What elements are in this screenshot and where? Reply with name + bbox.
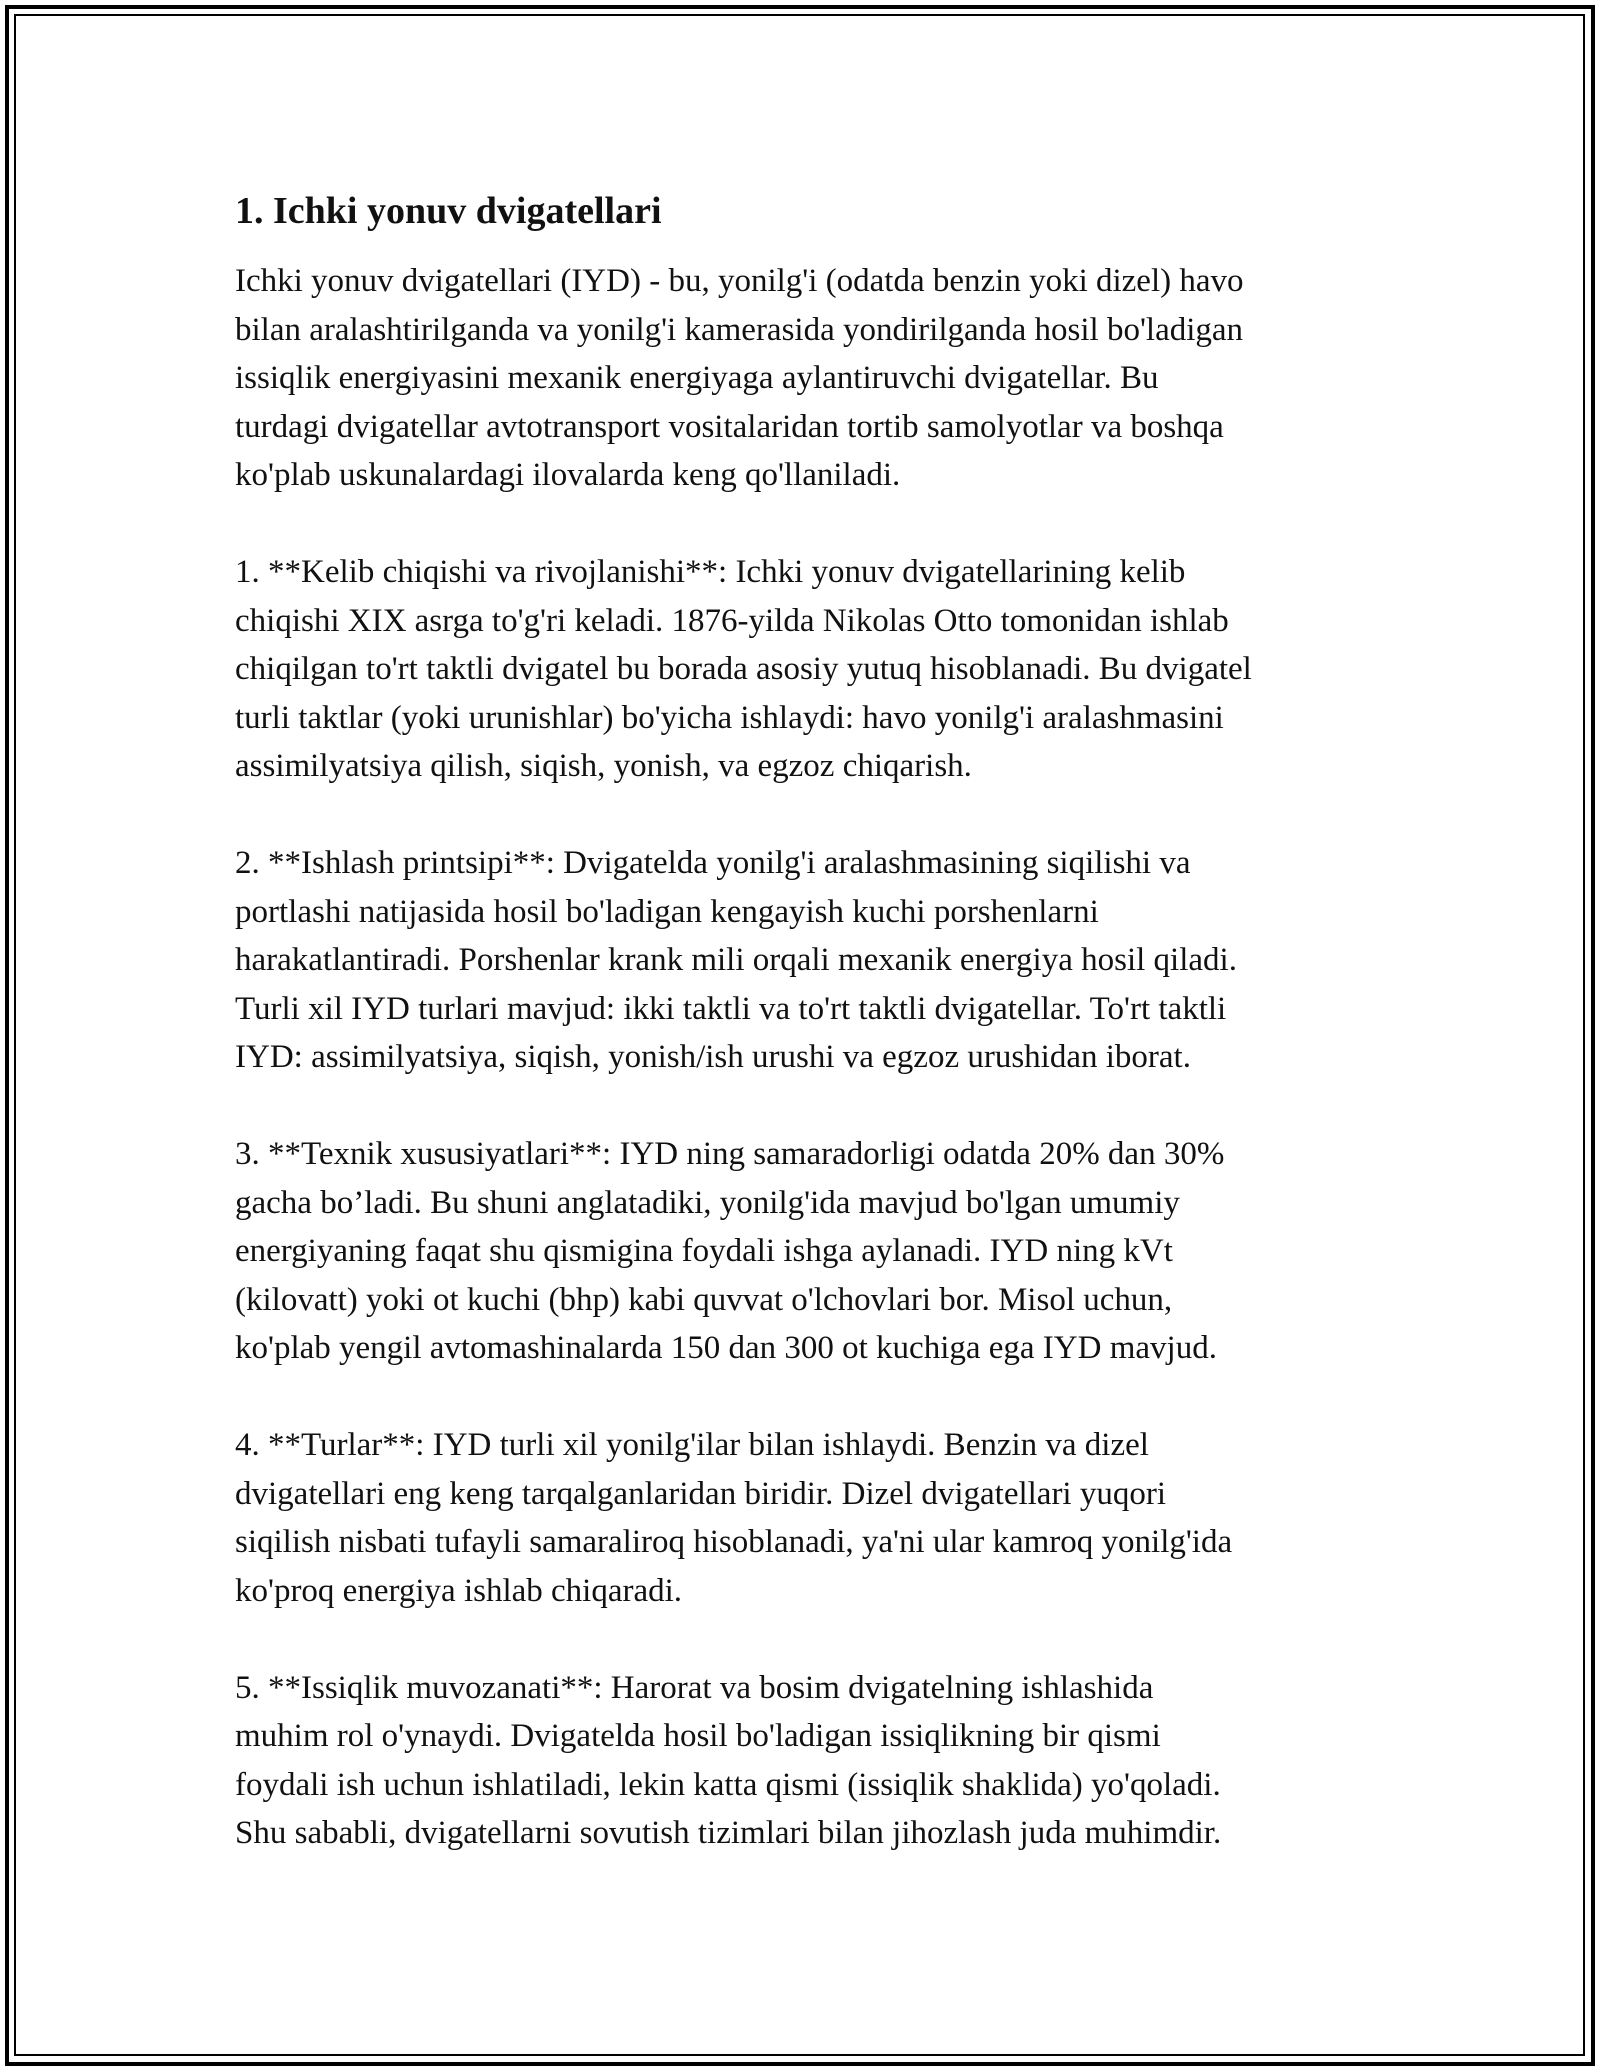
paragraph-technical: 3. **Texnik xususiyatlari**: IYD ning samaradorligi odatda 20% dan 30% gacha bo’ladi. Bu shuni anglatadiki, yonilg'ida mavjud bo'lgan umumiy energiyaning faqat shu qismigina foydali ishga aylanadi. IYD ning kVt (kilovatt) yoki ot kuchi (bhp) kabi quvvat o'lchovlari bor. Misol uchun, ko'plab yengil avtomashinalarda 150 dan 300 ot kuchiga ega IYD mavjud. xyxy=(235,1136,1225,1366)
document-heading: 1. Ichki yonuv dvigatellari xyxy=(235,190,662,232)
intro-paragraph: Ichki yonuv dvigatellari (IYD) - bu, yonilg'i (odatda benzin yoki dizel) havo bilan aralashtirilganda va yonilg'i kamerasida yondirilganda hosil bo'ladigan issiqlik energiyasini mexanik energiyaga aylantiruvchi dvigatellar. Bu turdagi dvigatellar avtotransport vositalaridan tortib samolyotlar va boshqa ko'plab uskunalardagi ilovalarda keng qo'llaniladi. xyxy=(235,263,1244,493)
paragraph-heat-balance: 5. **Issiqlik muvozanati**: Harorat va bosim dvigatelning ishlashida muhim rol o'ynaydi. Dvigatelda hosil bo'ladigan issiqlikning bir qismi foydali ish uchun ishlatiladi, lekin katta qismi (issiqlik shaklida) yo'qoladi. Shu sababli, dvigatellarni sovutish tizimlari bilan jihozlash juda muhimdir. xyxy=(235,1669,1222,1851)
document-body xyxy=(235,187,1385,1906)
paragraph-principle: 2. **Ishlash printsipi**: Dvigatelda yonilg'i aralashmasining siqilishi va portlashi natijasida hosil bo'ladigan kengayish kuchi porshenlarni harakatlantiradi. Porshenlar krank mili orqali mexanik energiya hosil qiladi. Turli xil IYD turlari mavjud: ikki taktli va to'rt taktli dvigatellar. To'rt taktli IYD: assimilyatsiya, siqish, yonish/ish urushi va egzoz urushidan iborat. xyxy=(235,845,1237,1075)
paragraph-types: 4. **Turlar**: IYD turli xil yonilg'ilar bilan ishlaydi. Benzin va dizel dvigatellari eng keng tarqalganlaridan biridir. Dizel dvigatellari yuqori siqilish nisbati tufayli samaraliroq hisoblanadi, ya'ni ular kamroq yonilg'ida ko'proq energiya ishlab chiqaradi. xyxy=(235,1427,1233,1609)
paragraph-origin: 1. **Kelib chiqishi va rivojlanishi**: Ichki yonuv dvigatellarining kelib chiqishi XIX asrga to'g'ri keladi. 1876-yilda Nikolas Otto tomonidan ishlab chiqilgan to'rt taktli dvigatel bu borada asosiy yutuq hisoblanadi. Bu dvigatel turli taktlar (yoki urunishlar) bo'yicha ishlaydi: havo yonilg'i aralashmasini assimilyatsiya qilish, siqish, yonish, va egzoz chiqarish. xyxy=(235,554,1252,784)
